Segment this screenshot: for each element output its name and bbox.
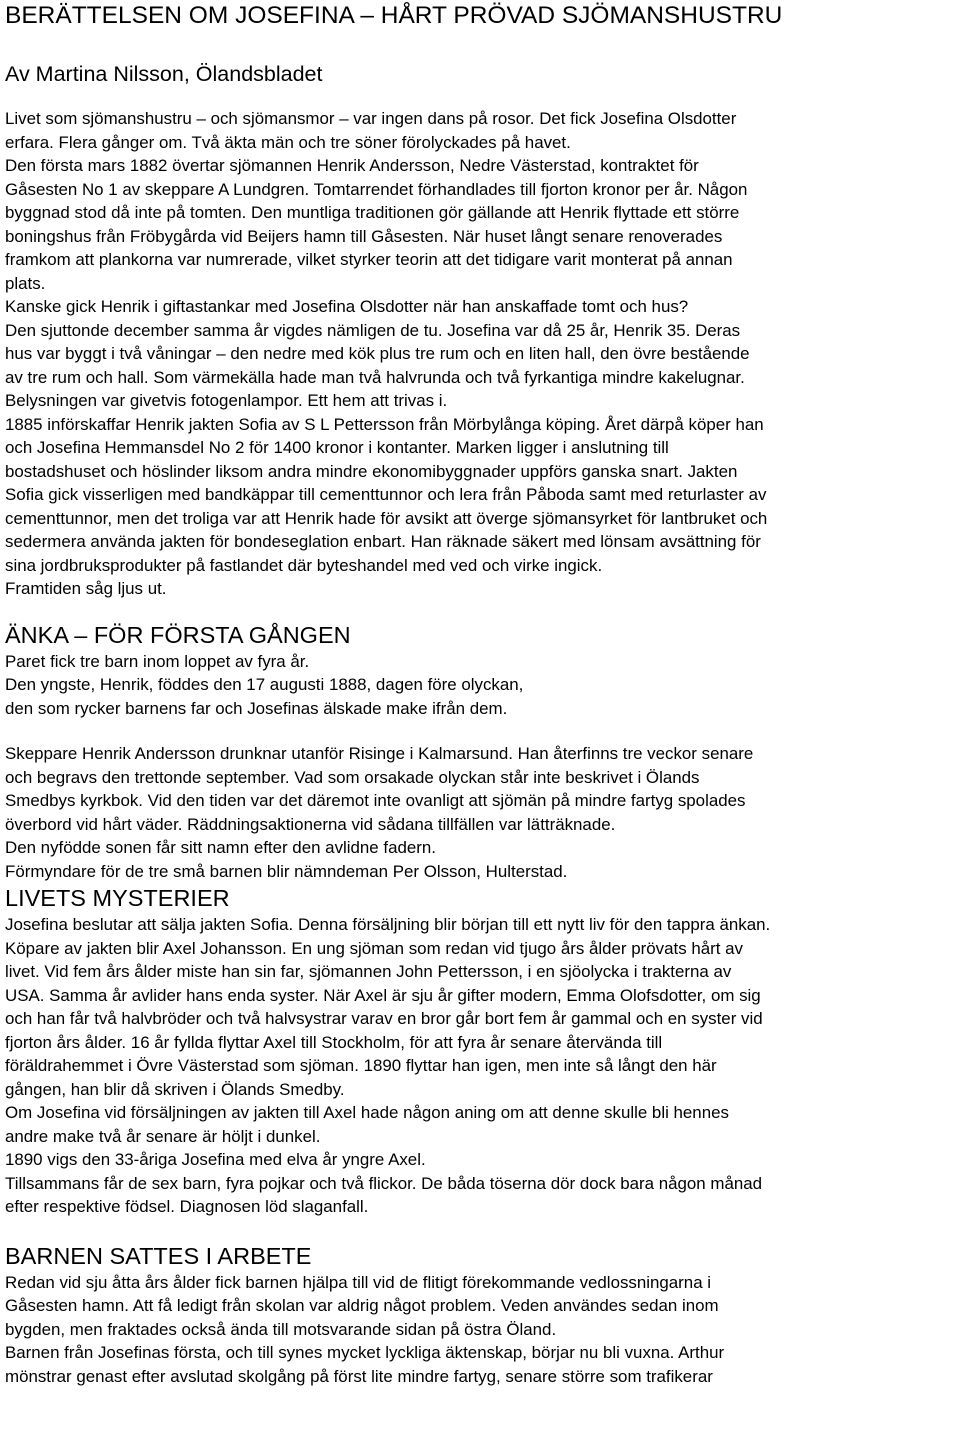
section-barnen <box>5 1271 960 1389</box>
text-line: Den första mars 1882 övertar sjömannen Henrik Andersson, Nedre Västerstad, kontraktet för <box>5 156 699 175</box>
text-line: Den sjuttonde december samma år vigdes nämligen de tu. Josefina var då 25 år, Henrik 35. Deras <box>5 320 741 340</box>
text-line: andre make två år senare är höljt i dunkel. <box>5 1126 321 1146</box>
text-line: 1890 vigs den 33-åriga Josefina med elva år yngre Axel. <box>5 1150 426 1169</box>
article-byline: Av Martina Nilsson, Ölandsbladet <box>5 62 323 86</box>
text-line: Barnen från Josefinas första, och till synes mycket lyckliga äktenskap, börjar nu bli vuxna. Arthur <box>5 1343 725 1362</box>
document-page <box>5 0 960 1388</box>
text-line: livet. Vid fem års ålder miste han sin far, sjömannen John Pettersson, i en sjöolycka i trakterna av <box>5 962 732 981</box>
text-line: av tre rum och hall. Som värmekälla hade man två halvrunda och två fyrkantiga mindre kakelugnar. <box>5 367 745 387</box>
text-line: Köpare av jakten blir Axel Johansson. En ung sjöman som redan vid tjugo års ålder prövats hårt av <box>5 938 743 958</box>
section-heading-livets-mysterier: LIVETS MYSTERIER <box>5 885 230 911</box>
text-line: framkom att plankorna var numrerade, vilket styrker teorin att det tidigare varit monterat på annan <box>5 250 733 269</box>
text-line: sina jordbruksprodukter på fastlandet där byteshandel med ved och virke ingick. <box>5 555 603 575</box>
text-line: Den nyfödde sonen får sitt namn efter den avlidne fadern. <box>5 838 436 857</box>
text-line: och Josefina Hemmansdel No 2 för 1400 kronor i kontanter. Marken ligger i anslutning till <box>5 438 669 457</box>
text-line: Tillsammans får de sex barn, fyra pojkar och två flickor. De båda töserna dör dock bara någon månad <box>5 1173 763 1193</box>
text-line: och begravs den trettonde september. Vad som orsakade olyckan står inte beskrivet i Ölands <box>5 767 700 787</box>
text-line: bostadshuset och höslinder liksom andra mindre ekonomibyggnader uppförs ganska snart. Jakten <box>5 461 738 481</box>
text-line: Kanske gick Henrik i giftastankar med Josefina Olsdotter när han anskaffade tomt och hus? <box>5 297 689 316</box>
text-line: Livet som sjömanshustru – och sjömansmor – var ingen dans på rosor. Det fick Josefina Olsdotter <box>5 109 737 128</box>
text-line: Framtiden såg ljus ut. <box>5 579 167 598</box>
section-livets-mysterier <box>5 913 960 1219</box>
text-line: cementtunnor, men det troliga var att Henrik hade för avsikt att överge sjömansyrket för lantbruket och <box>5 508 768 528</box>
text-line: Paret fick tre barn inom loppet av fyra år. <box>5 651 310 671</box>
text-line: Om Josefina vid försäljningen av jakten till Axel hade någon aning om att denne skulle bli hennes <box>5 1103 729 1122</box>
text-line: Redan vid sju åtta års ålder fick barnen hjälpa till vid de flitigt förekommande vedlossningarna i <box>5 1272 712 1292</box>
text-line: USA. Samma år avlider hans enda syster. När Axel är sju år gifter modern, Emma Olofsdotter, om sig <box>5 985 761 1005</box>
text-line: Gåsesten hamn. Att få ledigt från skolan var aldrig något problem. Veden användes sedan inom <box>5 1296 719 1315</box>
text-line: Belysningen var givetvis fotogenlampor. Ett hem att trivas i. <box>5 391 448 410</box>
text-line: bygden, men fraktades också ända till motsvarande sidan på östra Öland. <box>5 1319 557 1339</box>
text-line: Förmyndare för de tre små barnen blir nämndeman Per Olsson, Hulterstad. <box>5 861 568 881</box>
text-line: 1885 införskaffar Henrik jakten Sofia av S L Pettersson från Mörbylånga köping. Året därpå köper han <box>5 414 764 434</box>
text-line: boningshus från Fröbygårda vid Beijers hamn till Gåsesten. När huset långt senare renoverades <box>5 226 723 246</box>
text-line: plats. <box>5 273 46 293</box>
section-heading-anka: ÄNKA – FÖR FÖRSTA GÅNGEN <box>5 621 351 648</box>
article-title: BERÄTTELSEN OM JOSEFINA – HÅRT PRÖVAD SJÖMANSHUSTRU <box>5 2 783 29</box>
text-line: föräldrahemmet i Övre Västerstad som sjöman. 1890 flyttar han igen, men inte så långt den här <box>5 1056 717 1075</box>
section-anka-paragraph-2 <box>5 742 960 883</box>
text-line: och han får två halvbröder och två halvsystrar varav en bror går bort fem år gammal och en syster vid <box>5 1009 763 1028</box>
text-line: hus var byggt i två våningar – den nedre med kök plus tre rum och en liten hall, den övre bestående <box>5 344 750 363</box>
text-line: sedermera använda jakten för bondeseglation enbart. Han räknade säkert med lönsam avsättning för <box>5 532 761 551</box>
text-line: byggnad stod då inte på tomten. Den muntliga traditionen gör gällande att Henrik flyttade ett större <box>5 203 740 222</box>
text-line: Smedbys kyrkbok. Vid den tiden var det däremot inte ovanligt att sjömän på mindre fartyg spolades <box>5 791 746 810</box>
text-line: gången, han blir då skriven i Ölands Smedby. <box>5 1079 345 1099</box>
text-line: Skeppare Henrik Andersson drunknar utanför Risinge i Kalmarsund. Han återfinns tre veckor senare <box>5 744 754 763</box>
text-line: överbord vid hårt väder. Räddningsaktionerna vid sådana tillfällen var lätträknade. <box>5 814 616 834</box>
section-heading-barnen: BARNEN SATTES I ARBETE <box>5 1242 312 1269</box>
text-line: Sofia gick visserligen med bandkäppar till cementtunnor och lera från Påboda samt med returlaster av <box>5 485 767 504</box>
text-line: fjorton års ålder. 16 år fyllda flyttar Axel till Stockholm, för att fyra år senare återvända till <box>5 1032 663 1052</box>
text-line: Josefina beslutar att sälja jakten Sofia. Denna försäljning blir början till ett nytt liv för den tappra änkan. <box>5 915 771 934</box>
text-line: efter respektive födsel. Diagnosen löd slaganfall. <box>5 1197 369 1216</box>
text-line: Den yngste, Henrik, föddes den 17 augusti 1888, dagen före olyckan, <box>5 675 524 694</box>
text-line: Gåsesten No 1 av skeppare A Lundgren. Tomtarrendet förhandlades till fjorton kronor per år. Någon <box>5 179 748 199</box>
text-line: erfara. Flera gånger om. Två äkta män och tre söner förolyckades på havet. <box>5 132 571 152</box>
section-anka-paragraph-1 <box>5 650 960 721</box>
text-line: mönstrar genast efter avslutad skolgång på först lite mindre fartyg, senare större som trafikerar <box>5 1366 713 1386</box>
section-intro <box>5 107 960 601</box>
text-line: den som rycker barnens far och Josefinas älskade make ifrån dem. <box>5 698 508 718</box>
